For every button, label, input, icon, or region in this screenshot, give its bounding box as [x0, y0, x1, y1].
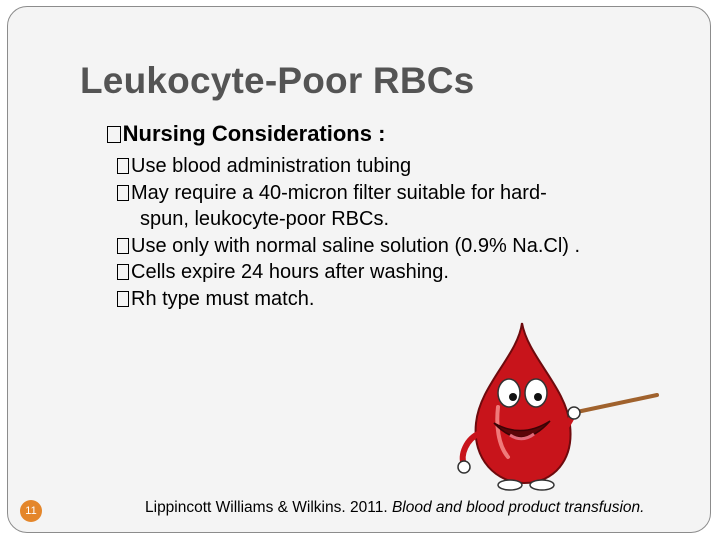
bullet-box-icon: [117, 291, 129, 307]
list-item: [117, 259, 580, 286]
list-item: [117, 153, 580, 180]
bullet-box-icon: [117, 238, 129, 254]
list-item: [117, 180, 580, 233]
citation-title: Blood and blood product transfusion.: [391, 499, 645, 516]
list-item: [117, 286, 580, 313]
bullet-box-icon: [107, 126, 121, 143]
bullet-box-icon: [117, 185, 129, 201]
heading-text: Nursing Considerations :: [122, 121, 386, 146]
list-item-continuation: spun, leukocyte-poor RBCs.: [140, 208, 390, 230]
citation-authors: Lippincott Williams & Wilkins. 2011.: [145, 499, 388, 516]
list-item-text: Cells expire 24 hours after washing.: [131, 261, 449, 283]
consideration-list: [117, 153, 580, 312]
list-item-text: Use blood administration tubing: [131, 155, 412, 177]
list-item-text: Rh type must match.: [131, 287, 315, 310]
blood-drop-mascot-icon: [452, 315, 662, 493]
page-number-badge: 11: [20, 500, 42, 522]
citation: [145, 497, 665, 518]
list-item-text: Use only with normal saline solution (0.9% Na.Cl) .: [131, 234, 581, 257]
list-item: [117, 233, 580, 260]
bullet-box-icon: [117, 264, 129, 280]
list-item-text: May require a 40-micron filter suitable for hard-: [131, 181, 547, 204]
heading-bullet: [107, 121, 385, 147]
bullet-box-icon: [117, 158, 129, 174]
slide-title: Leukocyte-Poor RBCs: [80, 60, 475, 101]
